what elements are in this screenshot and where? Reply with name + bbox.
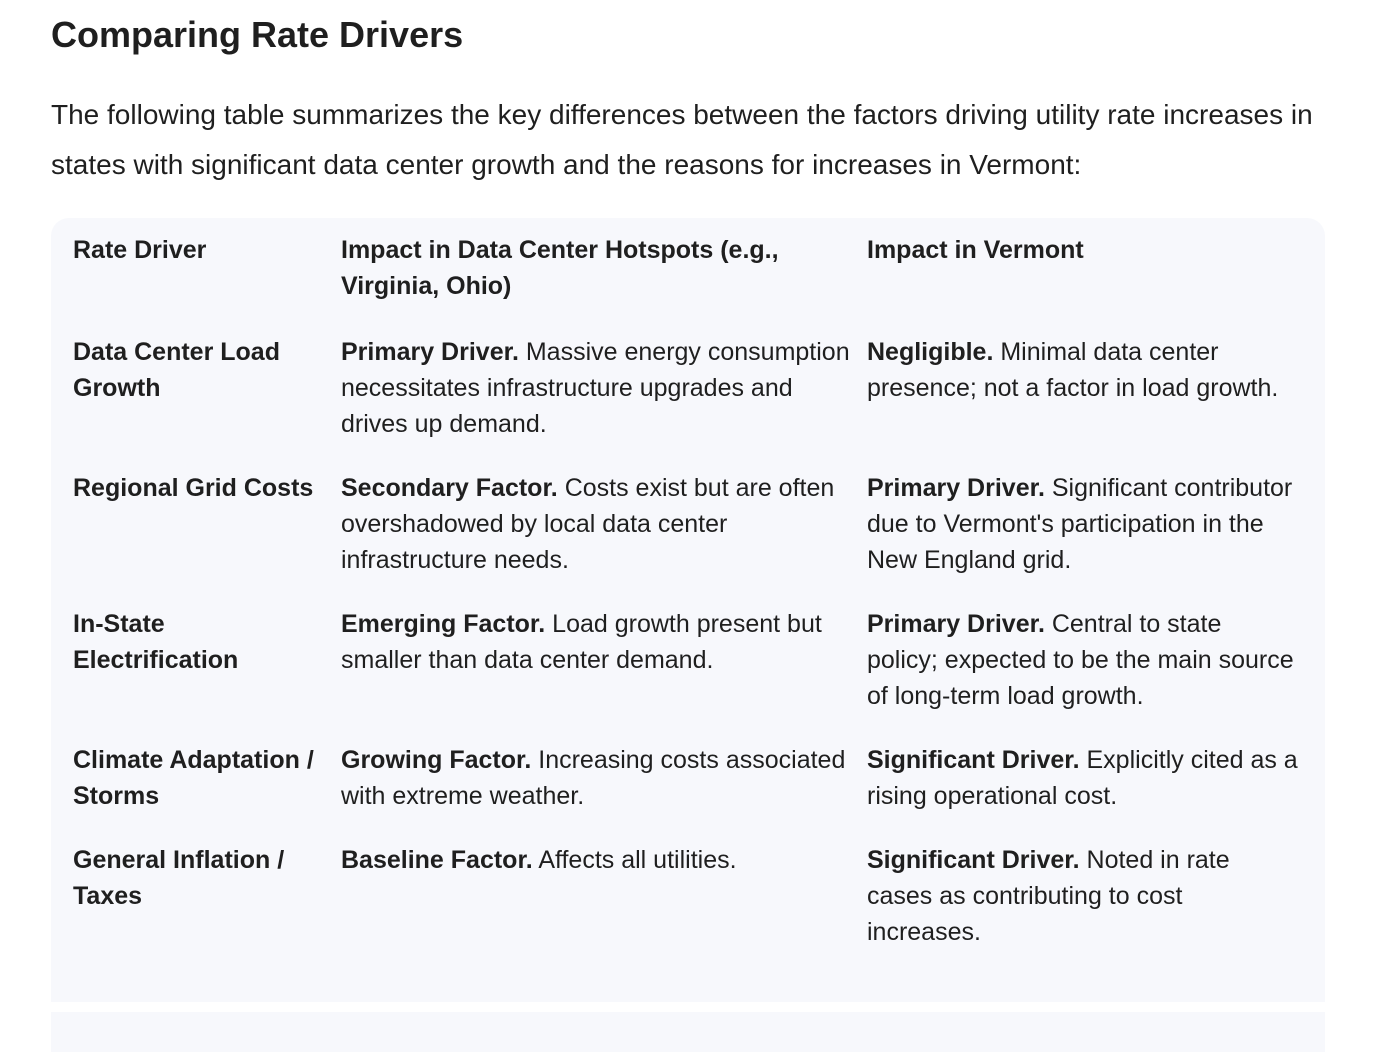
hotspot-detail: Massive energy consumption necessitates infrastructure upgrades and drives up demand. — [341, 338, 850, 438]
table-row — [73, 606, 1313, 742]
vermont-verdict: Primary Driver. — [867, 474, 1045, 502]
rate-drivers-table-card — [51, 218, 1325, 1002]
row-driver-cell: General Inflation / Taxes — [73, 846, 285, 910]
row-vermont-cell — [867, 334, 1313, 470]
hotspot-verdict: Growing Factor. — [341, 746, 532, 774]
vermont-detail: Noted in rate cases as contributing to cost increases. — [867, 846, 1230, 946]
row-vermont-cell — [867, 606, 1313, 742]
intro-paragraph: The following table summarizes the key differences between the factors driving utility rate increases in states with significant data center growth and the reasons for increases in Vermont: — [51, 99, 1313, 180]
vermont-detail: Significant contributor due to Vermont's participation in the New England grid. — [867, 474, 1293, 574]
hotspot-detail: Load growth present but smaller than data center demand. — [341, 610, 822, 674]
hotspot-verdict: Secondary Factor. — [341, 474, 558, 502]
row-hotspot-cell — [341, 742, 867, 842]
header-rate-driver: Rate Driver — [73, 236, 207, 264]
row-hotspot-cell — [341, 470, 867, 606]
vermont-detail: Central to state policy; expected to be the main source of long-term load growth. — [867, 610, 1294, 710]
hotspot-verdict: Primary Driver. — [341, 338, 519, 366]
hotspot-verdict: Baseline Factor. — [341, 846, 533, 874]
vermont-detail: Explicitly cited as a rising operational cost. — [867, 746, 1298, 810]
row-hotspot-cell — [341, 842, 867, 978]
vermont-verdict: Negligible. — [867, 338, 994, 366]
vermont-verdict: Significant Driver. — [867, 746, 1080, 774]
next-card-edge — [51, 1012, 1325, 1052]
hotspot-detail: Affects all utilities. — [532, 846, 737, 874]
row-vermont-cell — [867, 842, 1313, 978]
hotspot-detail: Costs exist but are often overshadowed by local data center infrastructure needs. — [341, 474, 835, 574]
header-vermont-impact: Impact in Vermont — [867, 236, 1084, 264]
table-row — [73, 334, 1313, 470]
row-vermont-cell — [867, 742, 1313, 842]
hotspot-detail: Increasing costs associated with extreme weather. — [341, 746, 846, 810]
row-driver-cell: In-State Electrification — [73, 610, 239, 674]
table-row — [73, 742, 1313, 842]
row-hotspot-cell — [341, 606, 867, 742]
vermont-verdict: Significant Driver. — [867, 846, 1080, 874]
row-driver-cell: Climate Adaptation / Storms — [73, 746, 314, 810]
section-heading: Comparing Rate Drivers — [51, 14, 464, 55]
vermont-verdict: Primary Driver. — [867, 610, 1045, 638]
vermont-detail: Minimal data center presence; not a factor in load growth. — [867, 338, 1279, 402]
table-row — [73, 470, 1313, 606]
row-vermont-cell — [867, 470, 1313, 606]
table-row — [73, 842, 1313, 978]
row-hotspot-cell — [341, 334, 867, 470]
header-hotspots-impact: Impact in Data Center Hotspots (e.g., Virginia, Ohio) — [341, 236, 779, 300]
row-driver-cell: Regional Grid Costs — [73, 474, 314, 502]
rate-drivers-table — [73, 232, 1313, 978]
table-header-row — [73, 232, 1313, 334]
hotspot-verdict: Emerging Factor. — [341, 610, 546, 638]
row-driver-cell: Data Center Load Growth — [73, 338, 280, 402]
